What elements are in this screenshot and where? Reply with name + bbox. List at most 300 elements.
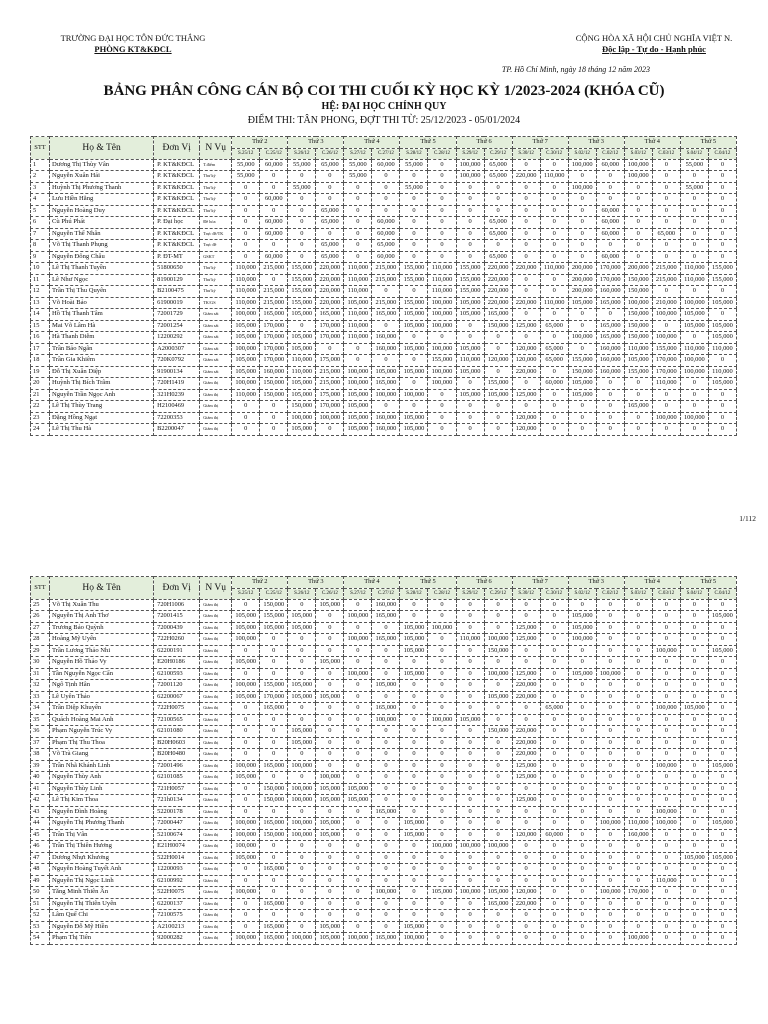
session-amount: 65,000 bbox=[540, 343, 568, 355]
col-header-session: C.26/12 bbox=[316, 148, 344, 159]
row-stt: 9 bbox=[31, 251, 50, 263]
session-amount: 0 bbox=[652, 852, 680, 864]
session-amount: 0 bbox=[456, 657, 484, 669]
session-amount: 0 bbox=[568, 818, 596, 830]
session-amount: 0 bbox=[372, 286, 400, 298]
session-amount: 0 bbox=[484, 194, 512, 206]
row-stt: 6 bbox=[31, 217, 50, 229]
session-amount: 0 bbox=[596, 378, 624, 390]
staff-duty: Giám thị bbox=[200, 726, 232, 738]
session-amount: 100,000 bbox=[428, 622, 456, 634]
session-amount: 110,000 bbox=[288, 355, 316, 367]
col-header-day: Thứ 2 bbox=[232, 577, 288, 589]
session-amount: 100,000 bbox=[568, 332, 596, 344]
session-amount: 0 bbox=[484, 703, 512, 715]
session-amount: 0 bbox=[680, 795, 708, 807]
session-amount: 0 bbox=[540, 634, 568, 646]
session-amount: 105,000 bbox=[484, 887, 512, 899]
row-stt: 50 bbox=[31, 887, 50, 899]
session-amount: 0 bbox=[232, 645, 260, 657]
session-amount: 0 bbox=[232, 194, 260, 206]
session-amount: 0 bbox=[428, 424, 456, 436]
session-amount: 100,000 bbox=[232, 818, 260, 830]
session-amount: 0 bbox=[680, 251, 708, 263]
col-header-session: C.29/12 bbox=[484, 588, 512, 599]
session-amount: 0 bbox=[680, 634, 708, 646]
session-amount: 0 bbox=[708, 240, 736, 252]
session-amount: 0 bbox=[652, 887, 680, 899]
session-amount: 0 bbox=[484, 737, 512, 749]
session-amount: 0 bbox=[288, 852, 316, 864]
session-amount: 0 bbox=[484, 182, 512, 194]
session-amount: 110,000 bbox=[680, 274, 708, 286]
session-amount: 165,000 bbox=[372, 634, 400, 646]
session-amount: 60,000 bbox=[596, 217, 624, 229]
table-row bbox=[31, 412, 737, 424]
session-amount: 0 bbox=[680, 657, 708, 669]
staff-duty: Thư ký bbox=[200, 171, 232, 183]
session-amount: 0 bbox=[652, 217, 680, 229]
session-amount: 0 bbox=[540, 412, 568, 424]
session-amount: 170,000 bbox=[316, 320, 344, 332]
session-amount: 100,000 bbox=[456, 159, 484, 171]
session-amount: 0 bbox=[568, 251, 596, 263]
col-header-day: Thứ 5 bbox=[680, 577, 736, 589]
session-amount: 0 bbox=[316, 749, 344, 761]
table-row bbox=[31, 217, 737, 229]
session-amount: 0 bbox=[484, 806, 512, 818]
session-amount: 0 bbox=[372, 772, 400, 784]
session-amount: 0 bbox=[512, 217, 540, 229]
session-amount: 110,000 bbox=[540, 263, 568, 275]
staff-duty: Giám sát bbox=[200, 332, 232, 344]
session-amount: 170,000 bbox=[316, 332, 344, 344]
session-amount: 0 bbox=[260, 726, 288, 738]
session-amount: 220,000 bbox=[512, 737, 540, 749]
col-header-session: C.02/12 bbox=[596, 148, 624, 159]
session-amount: 100,000 bbox=[652, 332, 680, 344]
session-amount: 0 bbox=[316, 898, 344, 910]
table-row bbox=[31, 171, 737, 183]
row-stt: 19 bbox=[31, 366, 50, 378]
session-amount: 220,000 bbox=[316, 297, 344, 309]
table-row bbox=[31, 343, 737, 355]
exam-location: ĐIỂM THI: TÂN PHONG, ĐỢT THI TỪ: 25/12/2023 - 05/01/2024 bbox=[247, 115, 521, 126]
table-row bbox=[31, 829, 737, 841]
assignment-table-continued bbox=[30, 576, 737, 945]
session-amount: 0 bbox=[680, 783, 708, 795]
session-amount: 0 bbox=[456, 864, 484, 876]
session-amount: 0 bbox=[344, 680, 372, 692]
session-amount: 0 bbox=[428, 389, 456, 401]
staff-unit: H2100469 bbox=[154, 401, 200, 413]
session-amount: 0 bbox=[456, 875, 484, 887]
staff-unit: P. KT&KĐCL bbox=[154, 205, 200, 217]
nation-motto: Độc lập - Tự do - Hạnh phúc bbox=[602, 44, 706, 54]
session-amount: 0 bbox=[232, 749, 260, 761]
session-amount: 0 bbox=[428, 680, 456, 692]
staff-duty: Trực đề bbox=[200, 240, 232, 252]
session-amount: 0 bbox=[596, 910, 624, 922]
session-amount: 110,000 bbox=[232, 286, 260, 298]
session-amount: 0 bbox=[540, 726, 568, 738]
staff-duty: Giám thị bbox=[200, 852, 232, 864]
session-amount: 0 bbox=[568, 841, 596, 853]
session-amount: 0 bbox=[288, 875, 316, 887]
col-header-duty: N Vụ bbox=[200, 137, 232, 160]
staff-unit: 62101080 bbox=[154, 726, 200, 738]
table-row bbox=[31, 182, 737, 194]
session-amount: 150,000 bbox=[624, 286, 652, 298]
table-row bbox=[31, 309, 737, 321]
session-amount: 220,000 bbox=[484, 263, 512, 275]
staff-name: Nguyễn Xuân Hải bbox=[50, 171, 154, 183]
table-row bbox=[31, 933, 737, 945]
session-amount: 0 bbox=[540, 599, 568, 611]
session-amount: 0 bbox=[540, 887, 568, 899]
session-amount: 0 bbox=[540, 205, 568, 217]
session-amount: 105,000 bbox=[708, 645, 736, 657]
session-amount: 0 bbox=[596, 622, 624, 634]
session-amount: 0 bbox=[400, 795, 428, 807]
session-amount: 0 bbox=[344, 657, 372, 669]
session-amount: 0 bbox=[680, 898, 708, 910]
staff-unit: 72100565 bbox=[154, 714, 200, 726]
session-amount: 0 bbox=[624, 910, 652, 922]
session-amount: 0 bbox=[372, 852, 400, 864]
col-header-session: C.29/12 bbox=[484, 148, 512, 159]
session-amount: 0 bbox=[428, 818, 456, 830]
session-amount: 0 bbox=[456, 332, 484, 344]
session-amount: 105,000 bbox=[400, 309, 428, 321]
staff-unit: P. Đại học bbox=[154, 217, 200, 229]
session-amount: 0 bbox=[372, 818, 400, 830]
staff-name: Nguyễn Hoàng Tuyết Anh bbox=[50, 864, 154, 876]
staff-unit: 52100674 bbox=[154, 829, 200, 841]
session-amount: 200,000 bbox=[568, 263, 596, 275]
session-amount: 65,000 bbox=[484, 217, 512, 229]
session-amount: 160,000 bbox=[596, 366, 624, 378]
session-amount: 0 bbox=[680, 921, 708, 933]
session-amount: 0 bbox=[568, 320, 596, 332]
session-amount: 105,000 bbox=[568, 389, 596, 401]
session-amount: 0 bbox=[624, 205, 652, 217]
session-amount: 0 bbox=[456, 783, 484, 795]
session-amount: 0 bbox=[540, 194, 568, 206]
session-amount: 0 bbox=[316, 714, 344, 726]
session-amount: 0 bbox=[596, 691, 624, 703]
session-amount: 0 bbox=[624, 703, 652, 715]
session-amount: 0 bbox=[400, 806, 428, 818]
session-amount: 165,000 bbox=[596, 320, 624, 332]
staff-duty: Giám thị bbox=[200, 668, 232, 680]
session-amount: 0 bbox=[456, 194, 484, 206]
session-amount: 0 bbox=[624, 760, 652, 772]
session-amount: 0 bbox=[484, 783, 512, 795]
table-row bbox=[31, 910, 737, 922]
session-amount: 0 bbox=[260, 887, 288, 899]
staff-unit: P. KT&KĐCL bbox=[154, 240, 200, 252]
session-amount: 0 bbox=[232, 182, 260, 194]
session-amount: 0 bbox=[680, 841, 708, 853]
session-amount: 0 bbox=[512, 714, 540, 726]
session-amount: 0 bbox=[708, 205, 736, 217]
session-amount: 110,000 bbox=[344, 274, 372, 286]
session-amount: 0 bbox=[596, 852, 624, 864]
session-amount: 0 bbox=[652, 714, 680, 726]
table-row bbox=[31, 852, 737, 864]
page-2 bbox=[0, 548, 768, 1024]
staff-name: Nguyễn Đỗ Mỹ Hiền bbox=[50, 921, 154, 933]
session-amount: 100,000 bbox=[344, 366, 372, 378]
col-header-session: S.29/12 bbox=[456, 588, 484, 599]
staff-duty: Giám sát bbox=[200, 343, 232, 355]
session-amount: 0 bbox=[652, 910, 680, 922]
session-amount: 0 bbox=[400, 691, 428, 703]
staff-unit: 91900134 bbox=[154, 366, 200, 378]
staff-unit: 12200093 bbox=[154, 864, 200, 876]
row-stt: 5 bbox=[31, 205, 50, 217]
table-row bbox=[31, 726, 737, 738]
session-amount: 0 bbox=[708, 389, 736, 401]
session-amount: 155,000 bbox=[484, 378, 512, 390]
session-amount: 120,000 bbox=[512, 343, 540, 355]
session-amount: 0 bbox=[680, 864, 708, 876]
session-amount: 105,000 bbox=[680, 320, 708, 332]
staff-name: Mai Võ Lâm Hà bbox=[50, 320, 154, 332]
session-amount: 0 bbox=[484, 933, 512, 945]
session-amount: 0 bbox=[400, 841, 428, 853]
session-amount: 0 bbox=[344, 691, 372, 703]
session-amount: 100,000 bbox=[316, 772, 344, 784]
session-amount: 165,000 bbox=[372, 703, 400, 715]
session-amount: 0 bbox=[260, 806, 288, 818]
session-amount: 0 bbox=[316, 875, 344, 887]
session-amount: 0 bbox=[400, 355, 428, 367]
session-amount: 0 bbox=[316, 228, 344, 240]
session-amount: 170,000 bbox=[260, 332, 288, 344]
session-amount: 0 bbox=[540, 286, 568, 298]
session-amount: 0 bbox=[512, 599, 540, 611]
staff-name: Phạm Thị Thu Thoa bbox=[50, 737, 154, 749]
session-amount: 0 bbox=[456, 703, 484, 715]
staff-unit: 72001120 bbox=[154, 680, 200, 692]
session-amount: 105,000 bbox=[372, 680, 400, 692]
session-amount: 0 bbox=[540, 795, 568, 807]
staff-unit: 61900019 bbox=[154, 297, 200, 309]
session-amount: 0 bbox=[624, 772, 652, 784]
session-amount: 100,000 bbox=[232, 378, 260, 390]
col-header-day: Thứ 2 bbox=[232, 137, 288, 149]
session-amount: 0 bbox=[232, 737, 260, 749]
session-amount: 100,000 bbox=[568, 159, 596, 171]
staff-name: Nguyễn Thùy Anh bbox=[50, 772, 154, 784]
session-amount: 0 bbox=[708, 806, 736, 818]
session-amount: 0 bbox=[288, 251, 316, 263]
table-row bbox=[31, 841, 737, 853]
session-amount: 175,000 bbox=[316, 355, 344, 367]
session-amount: 0 bbox=[680, 680, 708, 692]
session-amount: 0 bbox=[344, 852, 372, 864]
staff-name: Võ Thị Xuân Thu bbox=[50, 599, 154, 611]
staff-name: Nguyễn Thị Ngọc Linh bbox=[50, 875, 154, 887]
session-amount: 0 bbox=[708, 864, 736, 876]
session-amount: 0 bbox=[540, 783, 568, 795]
session-amount: 0 bbox=[568, 806, 596, 818]
session-amount: 100,000 bbox=[288, 783, 316, 795]
session-amount: 0 bbox=[708, 182, 736, 194]
session-amount: 100,000 bbox=[680, 366, 708, 378]
nation-header bbox=[564, 33, 744, 55]
session-amount: 65,000 bbox=[540, 703, 568, 715]
session-amount: 0 bbox=[456, 401, 484, 413]
session-amount: 0 bbox=[568, 240, 596, 252]
session-amount: 0 bbox=[624, 795, 652, 807]
staff-unit: 62200191 bbox=[154, 645, 200, 657]
session-amount: 100,000 bbox=[288, 412, 316, 424]
session-amount: 0 bbox=[652, 251, 680, 263]
session-amount: 105,000 bbox=[568, 297, 596, 309]
session-amount: 0 bbox=[540, 159, 568, 171]
session-amount: 0 bbox=[568, 424, 596, 436]
session-amount: 0 bbox=[708, 171, 736, 183]
session-amount: 215,000 bbox=[372, 274, 400, 286]
staff-duty: Giám thị bbox=[200, 806, 232, 818]
session-amount: 0 bbox=[652, 680, 680, 692]
session-amount: 105,000 bbox=[708, 332, 736, 344]
session-amount: 100,000 bbox=[372, 887, 400, 899]
session-amount: 0 bbox=[596, 749, 624, 761]
staff-name: Trần Lương Thảo Nhi bbox=[50, 645, 154, 657]
session-amount: 105,000 bbox=[456, 714, 484, 726]
session-amount: 110,000 bbox=[232, 297, 260, 309]
row-stt: 35 bbox=[31, 714, 50, 726]
session-amount: 210,000 bbox=[652, 297, 680, 309]
session-amount: 105,000 bbox=[568, 668, 596, 680]
staff-name: Lưu Hiền Hằng bbox=[50, 194, 154, 206]
session-amount: 0 bbox=[428, 332, 456, 344]
session-amount: 215,000 bbox=[260, 286, 288, 298]
session-amount: 150,000 bbox=[568, 366, 596, 378]
session-amount: 0 bbox=[484, 412, 512, 424]
session-amount: 0 bbox=[540, 274, 568, 286]
col-header-day: Thứ 3 bbox=[288, 577, 344, 589]
session-amount: 0 bbox=[316, 182, 344, 194]
session-amount: 0 bbox=[596, 864, 624, 876]
session-amount: 155,000 bbox=[708, 274, 736, 286]
session-amount: 0 bbox=[708, 691, 736, 703]
session-amount: 100,000 bbox=[344, 378, 372, 390]
session-amount: 0 bbox=[288, 320, 316, 332]
session-amount: 220,000 bbox=[316, 286, 344, 298]
session-amount: 220,000 bbox=[512, 749, 540, 761]
page-number: 1/112 bbox=[739, 514, 756, 523]
session-amount: 0 bbox=[540, 841, 568, 853]
session-amount: 165,000 bbox=[624, 401, 652, 413]
session-amount: 0 bbox=[344, 182, 372, 194]
col-header-day: Thứ 7 bbox=[512, 577, 568, 589]
col-header-session: C.02/12 bbox=[596, 588, 624, 599]
col-header-session: S.30/12 bbox=[512, 148, 540, 159]
session-amount: 0 bbox=[316, 194, 344, 206]
table-row bbox=[31, 622, 737, 634]
session-amount: 100,000 bbox=[624, 159, 652, 171]
session-amount: 160,000 bbox=[624, 829, 652, 841]
session-amount: 0 bbox=[568, 714, 596, 726]
session-amount: 0 bbox=[680, 749, 708, 761]
staff-duty: Giám thị bbox=[200, 378, 232, 390]
session-amount: 100,000 bbox=[288, 760, 316, 772]
session-amount: 105,000 bbox=[400, 829, 428, 841]
session-amount: 0 bbox=[344, 205, 372, 217]
session-amount: 0 bbox=[484, 622, 512, 634]
staff-duty: Giám thị bbox=[200, 714, 232, 726]
session-amount: 60,000 bbox=[372, 217, 400, 229]
session-amount: 0 bbox=[680, 760, 708, 772]
col-header-session: S.28/12 bbox=[400, 148, 428, 159]
session-amount: 105,000 bbox=[288, 332, 316, 344]
session-amount: 100,000 bbox=[232, 829, 260, 841]
session-amount: 0 bbox=[484, 611, 512, 623]
col-header-session: S.02/12 bbox=[568, 148, 596, 159]
session-amount: 0 bbox=[680, 378, 708, 390]
session-amount: 0 bbox=[344, 818, 372, 830]
staff-name: Đặng Hồng Ngạt bbox=[50, 412, 154, 424]
session-amount: 100,000 bbox=[428, 343, 456, 355]
col-header-session: C.04/12 bbox=[708, 588, 736, 599]
session-amount: 170,000 bbox=[624, 887, 652, 899]
col-header-session: C.26/12 bbox=[316, 588, 344, 599]
session-amount: 0 bbox=[568, 875, 596, 887]
table-row bbox=[31, 378, 737, 390]
session-amount: 110,000 bbox=[680, 343, 708, 355]
session-amount: 60,000 bbox=[260, 228, 288, 240]
staff-name: Lê Thị Thanh Tuyền bbox=[50, 263, 154, 275]
session-amount: 0 bbox=[484, 599, 512, 611]
session-amount: 0 bbox=[456, 645, 484, 657]
table-row bbox=[31, 772, 737, 784]
session-amount: 0 bbox=[400, 680, 428, 692]
session-amount: 0 bbox=[428, 703, 456, 715]
session-amount: 110,000 bbox=[428, 274, 456, 286]
col-header-session: C.28/12 bbox=[428, 588, 456, 599]
session-amount: 0 bbox=[288, 841, 316, 853]
session-amount: 0 bbox=[456, 424, 484, 436]
staff-unit: 62200137 bbox=[154, 898, 200, 910]
session-amount: 0 bbox=[708, 286, 736, 298]
session-amount: 105,000 bbox=[456, 389, 484, 401]
staff-name: Tăng Minh Thiên Ân bbox=[50, 887, 154, 899]
session-amount: 155,000 bbox=[288, 263, 316, 275]
session-amount: 0 bbox=[400, 228, 428, 240]
table-row bbox=[31, 401, 737, 413]
session-amount: 105,000 bbox=[316, 783, 344, 795]
row-stt: 14 bbox=[31, 309, 50, 321]
col-header-session: C.25/12 bbox=[260, 148, 288, 159]
session-amount: 65,000 bbox=[540, 320, 568, 332]
session-amount: 105,000 bbox=[456, 297, 484, 309]
session-amount: 65,000 bbox=[484, 159, 512, 171]
session-amount: 105,000 bbox=[708, 297, 736, 309]
staff-duty: Giám thị bbox=[200, 611, 232, 623]
session-amount: 0 bbox=[484, 852, 512, 864]
session-amount: 60,000 bbox=[540, 378, 568, 390]
session-amount: 170,000 bbox=[260, 343, 288, 355]
col-header-session: S.02/12 bbox=[568, 588, 596, 599]
table-row bbox=[31, 205, 737, 217]
session-amount: 0 bbox=[708, 159, 736, 171]
session-amount: 105,000 bbox=[316, 795, 344, 807]
